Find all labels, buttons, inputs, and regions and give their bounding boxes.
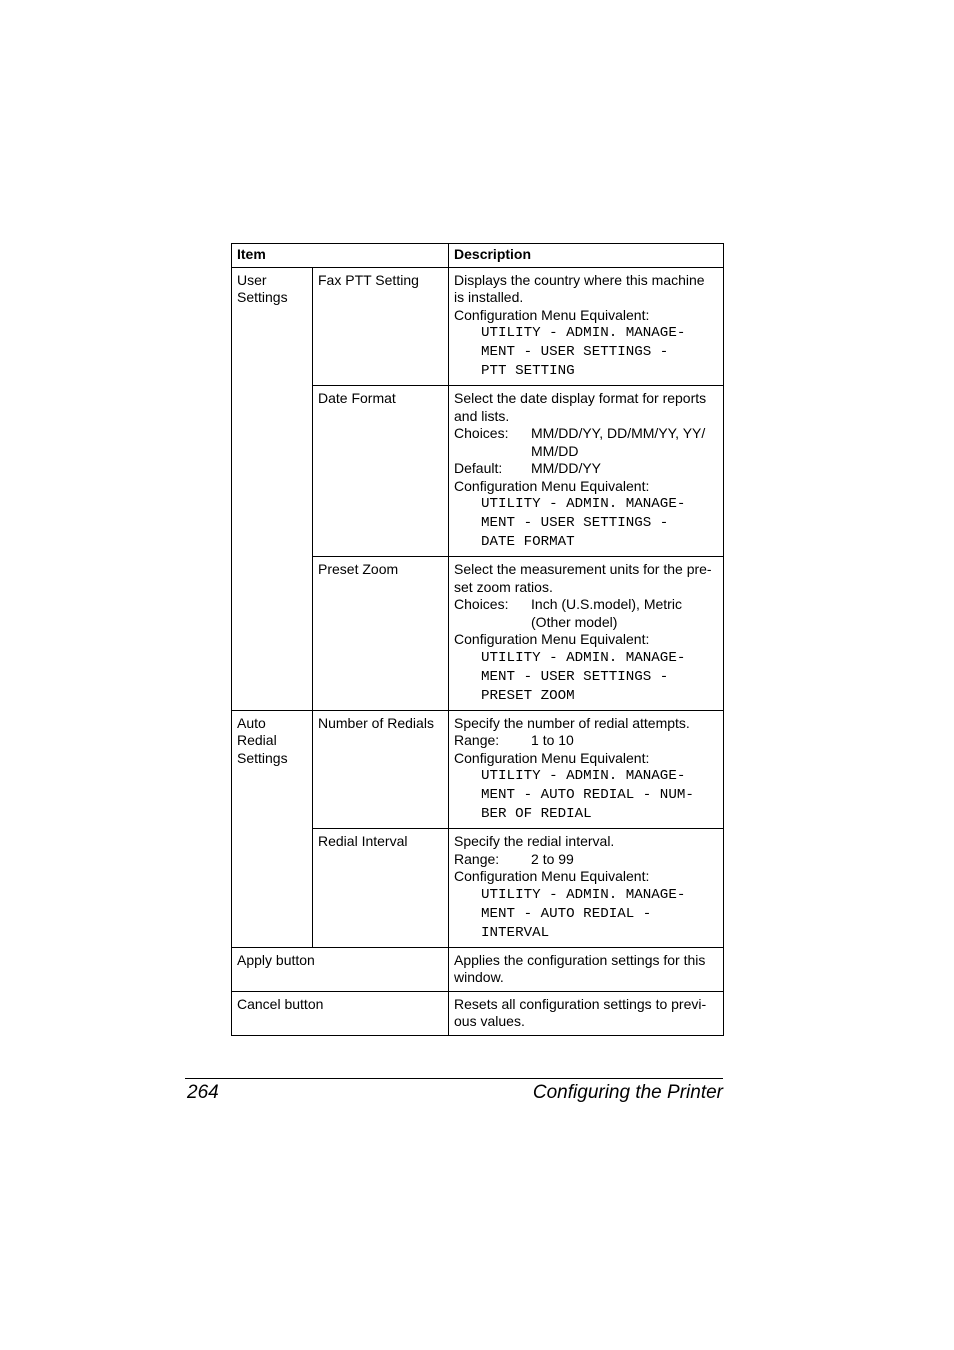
choices-line: Choices: MM/DD/YY, DD/MM/YY, YY/ MM/DD xyxy=(454,425,706,459)
desc-preset-zoom: Select the measurement units for the pre- set zoom ratios. Choices: Inch (U.S.model), Metric (Other model) Configuration Menu Equivalent: UTILITY - ADMIN. MANAGE- MENT - USER SETTINGS - PRESET ZOOM xyxy=(449,557,724,711)
menu-path: UTILITY - ADMIN. MANAGE- xyxy=(481,496,686,512)
menu-path: MENT - USER SETTINGS - xyxy=(481,515,669,531)
desc-redial-interval: Specify the redial interval. Range: 2 to 99 Configuration Menu Equivalent: UTILITY - ADMIN. MANAGE- MENT - AUTO REDIAL - INTERVAL xyxy=(449,829,724,948)
default-line: Default: MM/DD/YY xyxy=(454,460,602,476)
menu-path: UTILITY - ADMIN. MANAGE- xyxy=(481,886,686,903)
group-auto-redial-settings: Auto Redial Settings xyxy=(232,710,313,947)
page-number: 264 xyxy=(187,1082,219,1103)
item-preset-zoom: Preset Zoom xyxy=(313,557,449,711)
table-row xyxy=(232,947,724,991)
item-number-of-redials: Number of Redials xyxy=(313,710,449,829)
item-apply-button: Apply button xyxy=(232,947,449,991)
desc-number-of-redials: Specify the number of redial attempts. Range: 1 to 10 Configuration Menu Equivalent: UTILITY - ADMIN. MANAGE- MENT - AUTO REDIAL - NUM- BER OF REDIAL xyxy=(449,710,724,829)
menu-path: MENT - AUTO REDIAL - xyxy=(481,905,652,922)
section-title: Configuring the Printer xyxy=(532,1082,723,1103)
table-header-row xyxy=(232,244,724,268)
choices-line: Choices: Inch (U.S.model), Metric (Other model) xyxy=(454,596,682,630)
range-line: Range: 2 to 99 xyxy=(454,850,574,867)
table-row xyxy=(232,710,724,829)
desc-apply-button: Applies the configuration settings for this window. xyxy=(449,947,724,991)
menu-path: DATE FORMAT xyxy=(481,534,575,550)
item-date-format: Date Format xyxy=(313,386,449,557)
table-row xyxy=(232,267,724,386)
menu-path: MENT - AUTO REDIAL - NUM- xyxy=(481,787,694,803)
item-redial-interval: Redial Interval xyxy=(313,829,449,948)
range-line: Range: 1 to 10 xyxy=(454,732,574,748)
menu-path: PRESET ZOOM xyxy=(481,687,575,704)
table-row xyxy=(232,991,724,1035)
group-user-settings: User Settings xyxy=(232,267,313,710)
header-description: Description xyxy=(449,244,724,268)
menu-path: BER OF REDIAL xyxy=(481,806,592,822)
item-fax-ptt-setting: Fax PTT Setting xyxy=(313,267,449,386)
menu-path: UTILITY - ADMIN. MANAGE- xyxy=(481,325,686,341)
menu-path: UTILITY - ADMIN. MANAGE- xyxy=(481,768,686,784)
menu-path: UTILITY - ADMIN. MANAGE- xyxy=(481,649,686,666)
menu-path: MENT - USER SETTINGS - xyxy=(481,668,669,685)
desc-fax-ptt-setting: Displays the country where this machine is installed. Configuration Menu Equivalent: UTILITY - ADMIN. MANAGE- MENT - USER SETTINGS - PTT SETTING xyxy=(449,267,724,386)
menu-path: PTT SETTING xyxy=(481,363,575,379)
item-cancel-button: Cancel button xyxy=(232,991,449,1035)
desc-cancel-button: Resets all configuration settings to previ- ous values. xyxy=(449,991,724,1035)
desc-date-format: Select the date display format for reports and lists. Choices: MM/DD/YY, DD/MM/YY, YY/ MM/DD Default: MM/DD/YY Configuration Menu Equivalent: UTILITY - ADMIN. MANAGE- MENT - USER SETTINGS - DATE FORMAT xyxy=(449,386,724,557)
footer-divider xyxy=(185,1078,723,1079)
header-item: Item xyxy=(232,244,449,268)
menu-path: INTERVAL xyxy=(481,924,550,941)
menu-path: MENT - USER SETTINGS - xyxy=(481,344,669,360)
settings-table xyxy=(231,243,724,1036)
